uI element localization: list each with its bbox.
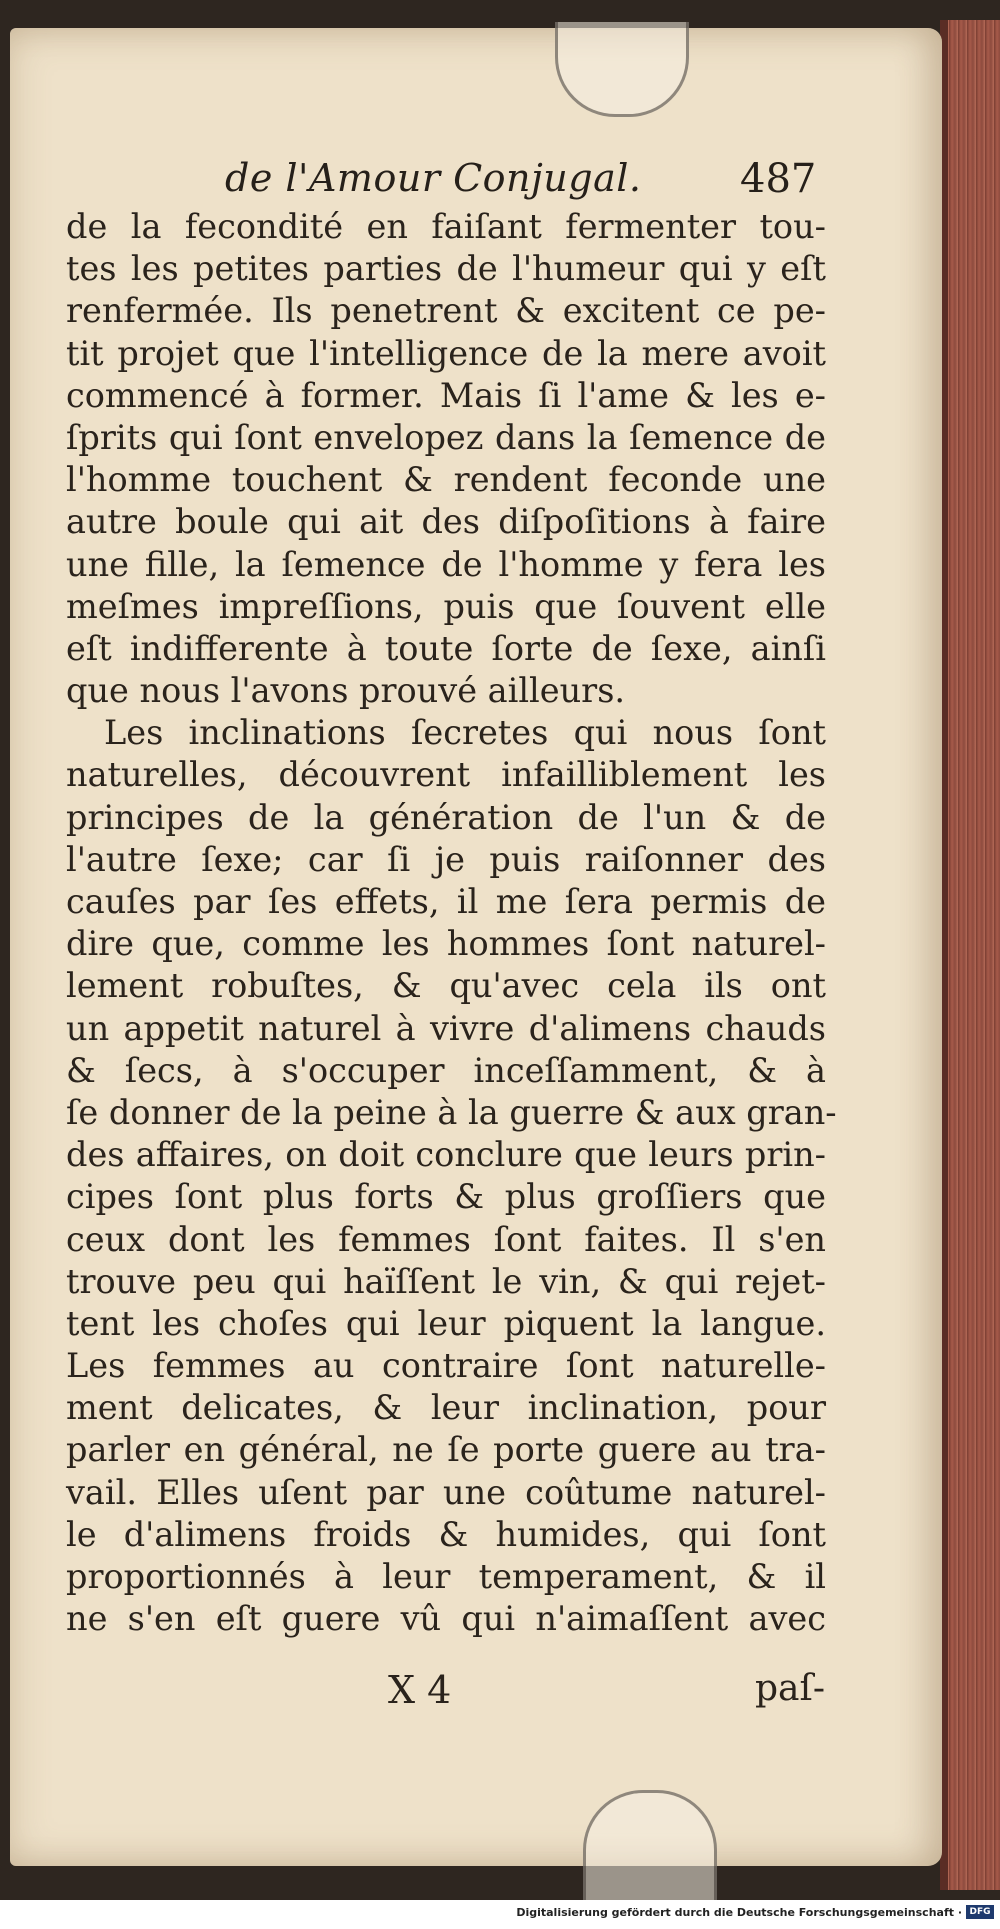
text-line: proportionnés à leur temperament, & il <box>66 1557 826 1596</box>
text-line: des affaires, on doit conclure que leurs prin- <box>66 1135 826 1175</box>
text-line: un appetit naturel à vivre d'alimens chauds <box>66 1008 826 1048</box>
top-page-clip <box>555 22 689 117</box>
text-line: cipes ſont plus forts & plus groſſiers que <box>66 1177 826 1217</box>
text-line: le d'alimens froids & humides, qui ſont <box>66 1514 826 1554</box>
text-line: ment delicates, & leur inclination, pour <box>66 1388 826 1428</box>
text-line: une fille, la ſemence de l'homme y fera les <box>66 544 826 584</box>
text-line: tes les petites parties de l'humeur qui y eſt <box>66 249 826 289</box>
bottom-page-clip <box>583 1790 717 1903</box>
paragraph-start-line: Les inclinations ſecretes qui nous ſont <box>104 713 826 753</box>
text-line: l'homme touchent & rendent feconde une <box>66 460 826 500</box>
page-number: 487 <box>740 156 817 202</box>
text-line: tent les choſes qui leur piquent la langue. <box>66 1303 826 1343</box>
text-line: meſmes impreſſions, puis que ſouvent elle <box>66 586 826 626</box>
text-line: ne s'en eſt guere vû qui n'aimaſſent avec <box>66 1599 826 1639</box>
funding-credit: Digitalisierung gefördert durch die Deutsche Forschungsgemeinschaft · <box>516 1906 962 1919</box>
text-line: cauſes par ſes effets, il me ſera permis de <box>66 882 826 921</box>
catchword: paſ- <box>755 1668 825 1709</box>
text-line: & ſecs, à s'occuper inceſſamment, & à <box>66 1050 826 1090</box>
paragraph-end-line: que nous l'avons prouvé ailleurs. <box>66 671 626 711</box>
body-text <box>66 206 837 1640</box>
text-line: renfermée. Ils penetrent & excitent ce pe- <box>66 291 826 331</box>
text-line: vail. Elles uſent par une coûtume naturel- <box>66 1472 826 1512</box>
text-line: ſprits qui ſont envelopez dans la ſemence de <box>66 417 826 457</box>
text-line: autre boule qui ait des diſpoſitions à faire <box>66 502 826 542</box>
text-line: tit projet que l'intelligence de la mere avoit <box>66 333 826 373</box>
book-page <box>10 28 942 1866</box>
text-line: naturelles, découvrent infailliblement les <box>66 755 826 795</box>
text-line: trouve peu qui haïſſent le vin, & qui rejet- <box>66 1261 826 1301</box>
text-line: dire que, comme les hommes ſont naturel- <box>66 924 826 964</box>
text-line: de la fecondité en faiſant fermenter tou- <box>66 207 826 246</box>
signature-mark: X 4 <box>388 1668 452 1712</box>
text-line: l'autre ſexe; car ſi je puis raiſonner des <box>66 839 826 879</box>
digitization-footer <box>0 1900 1000 1929</box>
text-line: principes de la génération de l'un & de <box>66 797 826 837</box>
running-head-title: de l'Amour Conjugal. <box>225 156 642 200</box>
text-line: parler en général, ne ſe porte guere au tra- <box>66 1430 826 1470</box>
text-line: ſe donner de la peine à la guerre & aux gran- <box>66 1092 837 1132</box>
text-line: Les femmes au contraire ſont naturelle- <box>66 1346 826 1386</box>
text-line: eſt indifferente à toute ſorte de ſexe, ainſi <box>66 628 826 668</box>
text-line: ceux dont les femmes ſont faites. Il s'en <box>66 1219 826 1259</box>
text-line: commencé à former. Mais ſi l'ame & les e- <box>66 375 826 415</box>
text-line: lement robuſtes, & qu'avec cela ils ont <box>66 966 826 1006</box>
dfg-logo: DFG <box>966 1905 994 1919</box>
book-page-edges <box>940 20 1000 1890</box>
